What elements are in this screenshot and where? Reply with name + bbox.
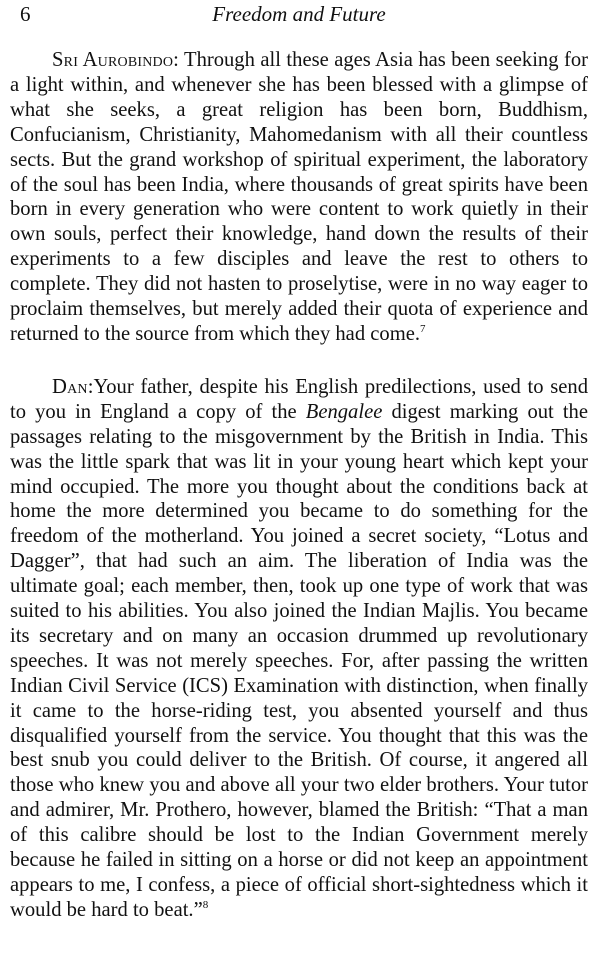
speaker-separator: : (87, 375, 94, 398)
passage-text: Through all these ages Asia has been seeking for a light within, and whenever she has been blessed with a glimpse of what she seeks, a great religion has been born, Buddhism, Confucianism, Christianity, Mahomedanism with all their countless sects. But the grand workshop of spiritual experiment, the laboratory of the soul has been India, where thousands of great spirits have been born in every generation who were content to work quietly in their own souls, perfect their knowledge, hand down the results of their experiments to a few disciples and leave the rest to others to complete. They did not hasten to proselytise, were in no way eager to proclaim themselves, but merely added their quota of experience and returned to the source from which they had come. (10, 49, 589, 345)
speaker-name: Dan (52, 375, 88, 398)
footnote-reference: 8 (202, 899, 209, 912)
aurobindo-passage (10, 48, 588, 347)
passage-text: Your father, despite his English predilections, used to send to you in England a copy of the (10, 375, 588, 423)
speaker-separator: : (173, 49, 184, 71)
page-number: 6 (20, 2, 31, 26)
passage-text-continued: digest marking out the passages relating to the misgovernment by the British in India. This was the little spark that was lit in your young heart which kept your mind occupied. The more you thought about the conditions back at home the more determined you became to do something for the freedom of the motherland. You joined a secret society, “Lotus and Dagger”, that had such an aim. The liberation of India was the ultimate goal; each member, then, took up one type of work that was suited to his abilities. You also joined the Indian Majlis. You became its secretary and on many an occasion drummed up revolutionary speeches. It was not merely speeches. For, after passing the written Indian Civil Service (ICS) Examination with distinction, when finally it came to the horse-riding test, you absented yourself and thus disqualified yourself from the service. You thought that this was the best snub you could deliver to the British. Of course, it angered all those who knew you and above all your two elder brothers. Your tutor and admirer, Mr. Prothero, however, blamed the British: “That a man of this calibre should be lost to the Indian Government merely because he failed in sitting on a horse or did not keep an appointment appears to me, I confess, a piece of official short-sightedness which it would be hard to beat.” (10, 400, 588, 921)
running-title: Freedom and Future (212, 2, 386, 26)
footnote-reference: 7 (420, 323, 426, 336)
italic-publication-title: Bengalee (305, 400, 383, 423)
running-header (10, 0, 588, 34)
speaker-name: Sri Aurobindo (52, 49, 174, 71)
dan-passage (10, 375, 588, 923)
